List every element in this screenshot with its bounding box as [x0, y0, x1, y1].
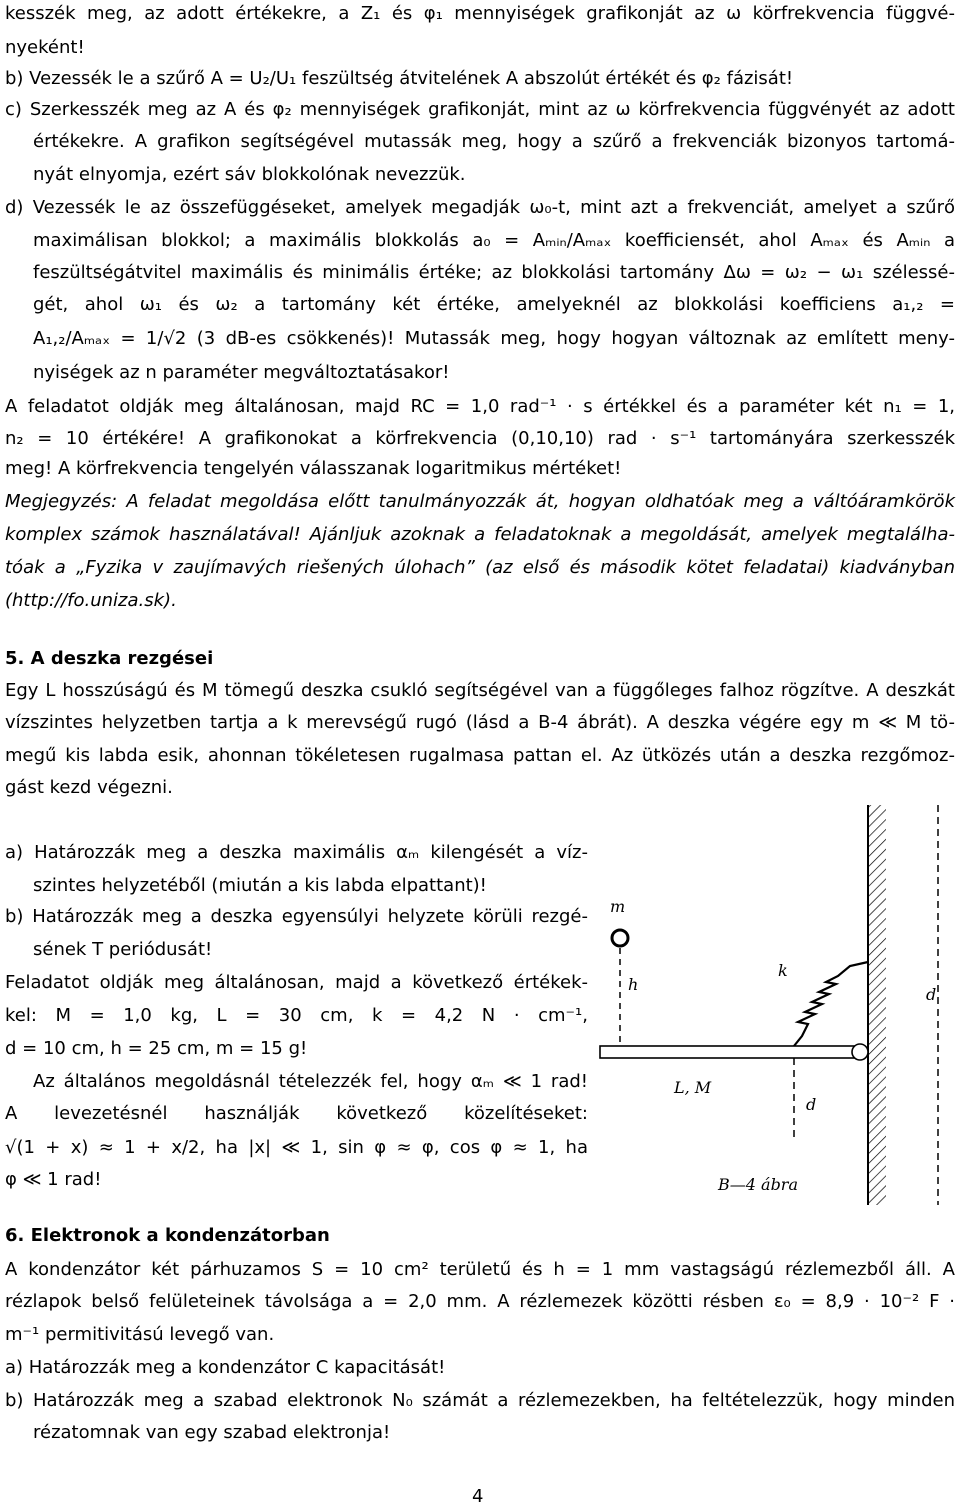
label-m: m — [610, 897, 626, 916]
text-line: b) Határozzák meg a deszka egyensúlyi helyzete körüli rezgé- — [5, 906, 588, 927]
text-line: n₂ = 10 értékére! A grafikonokat a körfrekvencia (0,10,10) rad · s⁻¹ tartományára szerkesszék — [5, 428, 955, 449]
text-line: b) Vezessék le a szűrő A = U₂/U₁ feszültség átvitelének A abszolút értékét és φ₂ fázisát! — [5, 68, 794, 89]
text-line: Egy L hosszúságú és M tömegű deszka csukló segítségével van a függőleges falhoz rögzítve. A deszkát — [5, 680, 955, 701]
wall-hatching — [868, 805, 886, 1205]
figure-caption: B—4 ábra — [718, 1175, 798, 1194]
label-d-right: d — [926, 985, 937, 1004]
label-k: k — [778, 961, 788, 980]
text-line: b) Határozzák meg a szabad elektronok N₀ számát a rézlemezekben, ha feltételezzük, hogy minden — [5, 1390, 955, 1411]
text-line: megű kis labda esik, ahonnan tökéletesen rugalmasa pattan el. Az ütközés után a deszka rezgőmoz- — [5, 745, 955, 766]
text-line: c) Szerkesszék meg az A és φ₂ mennyiségek grafikonját, mint az ω körfrekvencia függvényét az adott — [5, 99, 955, 120]
text-line: vízszintes helyzetben tartja a k merevségű rugó (lásd a B-4 ábrát). A deszka végére egy m ≪ M tö- — [5, 712, 955, 733]
note-line: (http://fo.uniza.sk). — [5, 590, 177, 611]
hinge — [852, 1044, 868, 1060]
text-line: A₁,₂/Aₘₐₓ = 1/√2 (3 dB-es csökkenés)! Mutassák meg, hogy hogyan változnak az említett meny- — [33, 328, 955, 349]
text-line: gét, ahol ω₁ és ω₂ a tartomány két értéke, amelyeknél az blokkolási koefficiens a₁,₂ = — [33, 294, 955, 315]
text-line: √(1 + x) ≈ 1 + x/2, ha |x| ≪ 1, sin φ ≈ φ, cos φ ≈ 1, ha — [5, 1137, 588, 1158]
text-line: A levezetésnél használják következő közelítéseket: — [5, 1103, 588, 1124]
text-line: rézatomnak van egy szabad elektronja! — [33, 1422, 391, 1443]
text-line: értékekre. A grafikon segítségével mutassák meg, hogy a szűrő a frekvenciák bizonyos tartomá- — [33, 131, 955, 152]
text-line: nyeként! — [5, 37, 85, 58]
note-line: Megjegyzés: A feladat megoldása előtt tanulmányozzák át, hogyan oldhatóak meg a váltóáramkörök — [5, 491, 955, 512]
text-line: nyát elnyomja, ezért sáv blokkolónak nevezzük. — [33, 164, 466, 185]
note-line: tóak a „Fyzika v zaujímavých riešených úlohach” (az első és második kötet feladatai) kiadványban — [5, 557, 955, 578]
text-line: kesszék meg, az adott értékekre, a Z₁ és φ₁ mennyiségek grafikonját az ω körfrekvencia függvé- — [5, 3, 955, 24]
text-line: A kondenzátor két párhuzamos S = 10 cm² területű és h = 1 mm vastagságú rézlemezből áll. A — [5, 1259, 955, 1280]
text-line: nyiségek az n paraméter megváltoztatásakor! — [33, 362, 450, 383]
text-line: m⁻¹ permitivitású levegő van. — [5, 1324, 275, 1345]
text-line: feszültségátvitel maximális és minimális értéke; az blokkolási tartomány Δω = ω₂ − ω₁ szélessé- — [33, 262, 955, 283]
section-title: 6. Elektronok a kondenzátorban — [5, 1225, 330, 1246]
figure-b4 — [598, 800, 960, 1210]
note-line: komplex számok használatával! Ajánljuk azoknak a feladatoknak a megoldását, amelyek megtalálha- — [5, 524, 955, 545]
text-line: sének T periódusát! — [33, 939, 213, 960]
text-line: maximálisan blokkol; a maximális blokkolás a₀ = Aₘᵢₙ/Aₘₐₓ koefficiensét, ahol Aₘₐₓ és Aₘᵢₙ a — [33, 230, 955, 251]
text-line: a) Határozzák meg a kondenzátor C kapacitását! — [5, 1357, 446, 1378]
label-h: h — [628, 975, 639, 994]
ball — [612, 930, 628, 946]
board — [600, 1046, 858, 1058]
text-line: gást kezd végezni. — [5, 777, 173, 798]
page-number: 4 — [472, 1486, 484, 1507]
text-line: d = 10 cm, h = 25 cm, m = 15 g! — [5, 1038, 308, 1059]
text-line: Az általános megoldásnál tételezzék fel, hogy αₘ ≪ 1 rad! — [33, 1071, 588, 1092]
text-line: rézlapok belső felületeinek távolsága a = 2,0 mm. A rézlemezek közötti résben ε₀ = 8,9 · 10⁻² F · — [5, 1291, 955, 1312]
label-d-bottom: d — [806, 1095, 817, 1114]
spring — [794, 962, 868, 1046]
text-line: kel: M = 1,0 kg, L = 30 cm, k = 4,2 N · cm⁻¹, — [5, 1005, 588, 1026]
text-line: meg! A körfrekvencia tengelyén válasszanak logaritmikus mértéket! — [5, 458, 622, 479]
section-title: 5. A deszka rezgései — [5, 648, 214, 669]
text-line: Feladatot oldják meg általánosan, majd a következő értékek- — [5, 972, 588, 993]
text-line: φ ≪ 1 rad! — [5, 1169, 102, 1190]
text-line: d) Vezessék le az összefüggéseket, amelyek megadják ω₀-t, mint azt a frekvenciát, amelyet a szűrő — [5, 197, 955, 218]
text-line: szintes helyzetéből (miután a kis labda elpattant)! — [33, 875, 487, 896]
text-line: A feladatot oldják meg általánosan, majd RC = 1,0 rad⁻¹ · s értékkel és a paraméter két n₁ = 1, — [5, 396, 955, 417]
label-LM: L, M — [674, 1078, 712, 1097]
text-line: a) Határozzák meg a deszka maximális αₘ kilengését a víz- — [5, 842, 588, 863]
